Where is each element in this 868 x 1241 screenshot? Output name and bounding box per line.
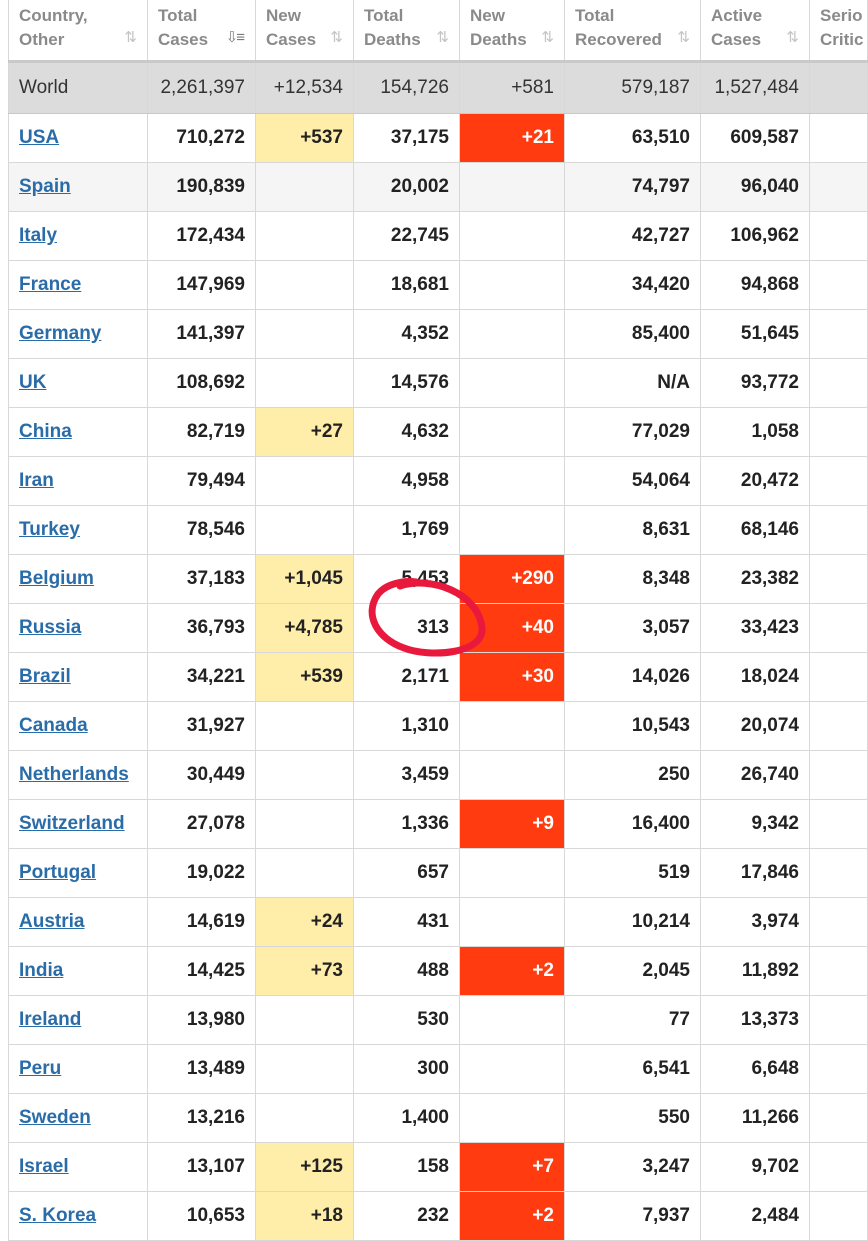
new-deaths-cell — [460, 359, 565, 407]
country-cell — [8, 996, 148, 1044]
header-new-deaths[interactable] — [460, 0, 565, 60]
country-cell — [8, 604, 148, 652]
sort-icon[interactable]: ⇅ — [786, 29, 797, 46]
active-cases-cell: 11,266 — [701, 1094, 810, 1142]
header-label-line1: Total — [575, 6, 615, 25]
serious-critical-cell — [810, 898, 868, 946]
new-deaths-cell: +2 — [460, 1192, 565, 1240]
total-deaths-cell: 5,453 — [354, 555, 460, 603]
total-deaths-cell: 22,745 — [354, 212, 460, 260]
total-cases-cell: 147,969 — [148, 261, 256, 309]
world-total-recovered: 579,187 — [565, 63, 701, 113]
total-recovered-cell: 7,937 — [565, 1192, 701, 1240]
country-link[interactable]: Switzerland — [19, 813, 125, 834]
active-cases-cell: 18,024 — [701, 653, 810, 701]
country-cell — [8, 163, 148, 211]
header-active-cases[interactable] — [701, 0, 810, 60]
total-deaths-cell: 431 — [354, 898, 460, 946]
country-cell — [8, 1143, 148, 1191]
country-cell — [8, 457, 148, 505]
world-total-deaths: 154,726 — [354, 63, 460, 113]
new-cases-cell — [256, 996, 354, 1044]
sort-descending-icon[interactable]: ⇩≡ — [225, 29, 243, 46]
total-cases-cell: 27,078 — [148, 800, 256, 848]
new-cases-cell: +73 — [256, 947, 354, 995]
country-cell — [8, 751, 148, 799]
header-label-line2: Recovered — [575, 30, 662, 49]
sort-icon[interactable]: ⇅ — [541, 29, 552, 46]
country-link[interactable]: Brazil — [19, 666, 71, 687]
total-deaths-cell: 1,400 — [354, 1094, 460, 1142]
country-cell — [8, 114, 148, 162]
total-cases-cell: 36,793 — [148, 604, 256, 652]
country-link[interactable]: France — [19, 274, 82, 295]
active-cases-cell: 51,645 — [701, 310, 810, 358]
total-deaths-cell: 1,769 — [354, 506, 460, 554]
new-cases-cell — [256, 359, 354, 407]
header-label-line2: Deaths — [470, 30, 527, 49]
serious-critical-cell — [810, 114, 868, 162]
total-recovered-cell: 14,026 — [565, 653, 701, 701]
active-cases-cell: 94,868 — [701, 261, 810, 309]
total-deaths-cell: 3,459 — [354, 751, 460, 799]
serious-critical-cell — [810, 261, 868, 309]
total-recovered-cell: 8,348 — [565, 555, 701, 603]
sort-icon[interactable]: ⇅ — [677, 29, 688, 46]
table-row — [8, 1045, 868, 1094]
country-link[interactable]: S. Korea — [19, 1205, 97, 1226]
serious-critical-cell — [810, 1045, 868, 1093]
total-cases-cell: 141,397 — [148, 310, 256, 358]
table-row — [8, 849, 868, 898]
serious-critical-cell — [810, 751, 868, 799]
new-cases-cell — [256, 163, 354, 211]
total-deaths-cell: 488 — [354, 947, 460, 995]
table-row — [8, 653, 868, 702]
table-row — [8, 1192, 868, 1241]
new-cases-cell — [256, 261, 354, 309]
new-deaths-cell — [460, 1045, 565, 1093]
total-cases-cell: 78,546 — [148, 506, 256, 554]
header-country[interactable] — [8, 0, 148, 60]
country-cell — [8, 1045, 148, 1093]
header-label-line1: Total — [364, 6, 404, 25]
total-deaths-cell: 1,310 — [354, 702, 460, 750]
table-row — [8, 457, 868, 506]
active-cases-cell: 106,962 — [701, 212, 810, 260]
new-deaths-cell — [460, 163, 565, 211]
country-link[interactable]: Germany — [19, 323, 102, 344]
new-deaths-cell — [460, 408, 565, 456]
country-link[interactable]: Canada — [19, 715, 88, 736]
total-cases-cell: 30,449 — [148, 751, 256, 799]
active-cases-cell: 17,846 — [701, 849, 810, 897]
table-row — [8, 408, 868, 457]
new-deaths-cell — [460, 457, 565, 505]
total-deaths-cell: 18,681 — [354, 261, 460, 309]
header-label-line1: New — [470, 6, 505, 25]
country-link[interactable]: Netherlands — [19, 764, 129, 785]
header-label-line1: New — [266, 6, 301, 25]
country-link[interactable]: Peru — [19, 1058, 62, 1079]
total-recovered-cell: N/A — [565, 359, 701, 407]
new-deaths-cell — [460, 212, 565, 260]
table-row — [8, 212, 868, 261]
country-link[interactable]: Turkey — [19, 519, 80, 540]
total-cases-cell: 13,980 — [148, 996, 256, 1044]
header-label-line2: Critic — [820, 30, 864, 49]
country-link[interactable]: Russia — [19, 617, 82, 638]
table-row — [8, 555, 868, 604]
new-cases-cell — [256, 702, 354, 750]
serious-critical-cell — [810, 359, 868, 407]
country-link[interactable]: China — [19, 421, 72, 442]
total-cases-cell: 13,107 — [148, 1143, 256, 1191]
serious-critical-cell — [810, 1143, 868, 1191]
new-cases-cell — [256, 457, 354, 505]
total-deaths-cell: 657 — [354, 849, 460, 897]
table-row — [8, 163, 868, 212]
active-cases-cell: 20,074 — [701, 702, 810, 750]
serious-critical-cell — [810, 947, 868, 995]
new-deaths-cell: +40 — [460, 604, 565, 652]
total-recovered-cell: 250 — [565, 751, 701, 799]
new-deaths-cell — [460, 702, 565, 750]
table-row — [8, 604, 868, 653]
serious-critical-cell — [810, 163, 868, 211]
total-recovered-cell: 10,214 — [565, 898, 701, 946]
total-cases-cell: 82,719 — [148, 408, 256, 456]
total-recovered-cell: 519 — [565, 849, 701, 897]
active-cases-cell: 33,423 — [701, 604, 810, 652]
table-row — [8, 310, 868, 359]
total-deaths-cell: 14,576 — [354, 359, 460, 407]
new-cases-cell: +4,785 — [256, 604, 354, 652]
new-cases-cell: +1,045 — [256, 555, 354, 603]
total-deaths-cell: 530 — [354, 996, 460, 1044]
serious-critical-cell — [810, 408, 868, 456]
table-row — [8, 506, 868, 555]
country-link[interactable]: Austria — [19, 911, 85, 932]
country-link[interactable]: Belgium — [19, 568, 94, 589]
serious-critical-cell — [810, 702, 868, 750]
country-link[interactable]: Israel — [19, 1156, 69, 1177]
active-cases-cell: 93,772 — [701, 359, 810, 407]
total-recovered-cell: 550 — [565, 1094, 701, 1142]
new-deaths-cell: +2 — [460, 947, 565, 995]
country-cell — [8, 555, 148, 603]
covid-stats-table — [8, 0, 868, 1241]
serious-critical-cell — [810, 996, 868, 1044]
table-row — [8, 1143, 868, 1192]
total-recovered-cell: 42,727 — [565, 212, 701, 260]
new-cases-cell: +125 — [256, 1143, 354, 1191]
new-deaths-cell — [460, 751, 565, 799]
new-cases-cell: +27 — [256, 408, 354, 456]
total-cases-cell: 34,221 — [148, 653, 256, 701]
table-row — [8, 261, 868, 310]
active-cases-cell: 609,587 — [701, 114, 810, 162]
header-label-line2: Cases — [266, 30, 317, 49]
new-deaths-cell — [460, 849, 565, 897]
table-row — [8, 751, 868, 800]
total-deaths-cell: 1,336 — [354, 800, 460, 848]
country-cell — [8, 408, 148, 456]
table-row — [8, 898, 868, 947]
world-total-row — [8, 63, 868, 114]
total-recovered-cell: 85,400 — [565, 310, 701, 358]
serious-critical-cell — [810, 212, 868, 260]
sort-icon[interactable]: ⇅ — [436, 29, 447, 46]
country-cell — [8, 800, 148, 848]
serious-critical-cell — [810, 1192, 868, 1240]
table-row — [8, 359, 868, 408]
country-cell — [8, 1094, 148, 1142]
serious-critical-cell — [810, 1094, 868, 1142]
new-cases-cell — [256, 849, 354, 897]
total-recovered-cell: 34,420 — [565, 261, 701, 309]
active-cases-cell: 9,342 — [701, 800, 810, 848]
total-deaths-cell: 4,632 — [354, 408, 460, 456]
new-deaths-cell — [460, 898, 565, 946]
total-cases-cell: 710,272 — [148, 114, 256, 162]
new-cases-cell — [256, 1045, 354, 1093]
active-cases-cell: 9,702 — [701, 1143, 810, 1191]
active-cases-cell: 11,892 — [701, 947, 810, 995]
header-label-line1: Active — [711, 6, 763, 25]
country-link[interactable]: UK — [19, 372, 47, 393]
new-deaths-cell — [460, 996, 565, 1044]
country-link[interactable]: Italy — [19, 225, 58, 246]
total-recovered-cell: 3,247 — [565, 1143, 701, 1191]
total-recovered-cell: 74,797 — [565, 163, 701, 211]
total-recovered-cell: 16,400 — [565, 800, 701, 848]
world-total-cases: 2,261,397 — [148, 63, 256, 113]
header-label-line2: Other — [19, 30, 65, 49]
header-new-cases[interactable] — [256, 0, 354, 60]
new-cases-cell: +24 — [256, 898, 354, 946]
total-recovered-cell: 54,064 — [565, 457, 701, 505]
country-cell — [8, 310, 148, 358]
active-cases-cell: 68,146 — [701, 506, 810, 554]
country-cell — [8, 702, 148, 750]
serious-critical-cell — [810, 457, 868, 505]
country-link[interactable]: Portugal — [19, 862, 97, 883]
serious-critical-cell — [810, 800, 868, 848]
active-cases-cell: 20,472 — [701, 457, 810, 505]
header-label-line2: Deaths — [364, 30, 421, 49]
new-deaths-cell — [460, 310, 565, 358]
world-serious-critical — [810, 63, 868, 113]
header-label-line1: Total — [158, 6, 198, 25]
total-cases-cell: 31,927 — [148, 702, 256, 750]
active-cases-cell: 26,740 — [701, 751, 810, 799]
new-cases-cell — [256, 1094, 354, 1142]
header-total-cases[interactable] — [148, 0, 256, 60]
new-cases-cell — [256, 506, 354, 554]
serious-critical-cell — [810, 310, 868, 358]
active-cases-cell: 3,974 — [701, 898, 810, 946]
header-label-line1: Serio — [820, 6, 863, 25]
table-header-row — [8, 0, 868, 63]
header-label-line2: Cases — [158, 30, 209, 49]
country-cell — [8, 261, 148, 309]
new-deaths-cell: +9 — [460, 800, 565, 848]
total-recovered-cell: 6,541 — [565, 1045, 701, 1093]
new-deaths-cell: +21 — [460, 114, 565, 162]
country-link[interactable]: Spain — [19, 176, 71, 197]
total-deaths-cell: 20,002 — [354, 163, 460, 211]
table-row — [8, 947, 868, 996]
total-cases-cell: 79,494 — [148, 457, 256, 505]
new-deaths-cell — [460, 261, 565, 309]
active-cases-cell: 2,484 — [701, 1192, 810, 1240]
table-row — [8, 114, 868, 163]
total-deaths-cell: 2,171 — [354, 653, 460, 701]
total-deaths-cell: 4,958 — [354, 457, 460, 505]
country-cell — [8, 898, 148, 946]
header-total-recovered[interactable] — [565, 0, 701, 60]
table-row — [8, 1094, 868, 1143]
table-row — [8, 702, 868, 751]
serious-critical-cell — [810, 506, 868, 554]
world-label: World — [8, 63, 148, 113]
new-deaths-cell: +30 — [460, 653, 565, 701]
total-cases-cell: 37,183 — [148, 555, 256, 603]
country-cell — [8, 212, 148, 260]
header-total-deaths[interactable] — [354, 0, 460, 60]
country-link[interactable]: India — [19, 960, 64, 981]
country-cell — [8, 849, 148, 897]
total-cases-cell: 190,839 — [148, 163, 256, 211]
country-rows — [8, 114, 868, 1241]
total-recovered-cell: 8,631 — [565, 506, 701, 554]
new-deaths-cell: +290 — [460, 555, 565, 603]
serious-critical-cell — [810, 555, 868, 603]
header-label-line2: Cases — [711, 30, 762, 49]
total-deaths-cell: 300 — [354, 1045, 460, 1093]
total-recovered-cell: 77,029 — [565, 408, 701, 456]
total-deaths-cell: 232 — [354, 1192, 460, 1240]
country-link[interactable]: USA — [19, 127, 60, 148]
country-cell — [8, 653, 148, 701]
total-deaths-cell: 4,352 — [354, 310, 460, 358]
serious-critical-cell — [810, 653, 868, 701]
total-recovered-cell: 10,543 — [565, 702, 701, 750]
table-row — [8, 800, 868, 849]
new-cases-cell — [256, 212, 354, 260]
country-cell — [8, 359, 148, 407]
world-active-cases: 1,527,484 — [701, 63, 810, 113]
active-cases-cell: 1,058 — [701, 408, 810, 456]
sort-icon[interactable]: ⇅ — [330, 29, 341, 46]
total-recovered-cell: 77 — [565, 996, 701, 1044]
new-deaths-cell: +7 — [460, 1143, 565, 1191]
new-cases-cell — [256, 800, 354, 848]
serious-critical-cell — [810, 849, 868, 897]
header-serious-critical[interactable] — [810, 0, 868, 60]
active-cases-cell: 23,382 — [701, 555, 810, 603]
total-cases-cell: 13,489 — [148, 1045, 256, 1093]
country-cell — [8, 947, 148, 995]
active-cases-cell: 96,040 — [701, 163, 810, 211]
total-deaths-cell: 313 — [354, 604, 460, 652]
total-deaths-cell: 158 — [354, 1143, 460, 1191]
header-label-line1: Country, — [19, 6, 88, 25]
country-cell — [8, 506, 148, 554]
active-cases-cell: 6,648 — [701, 1045, 810, 1093]
new-cases-cell — [256, 310, 354, 358]
total-recovered-cell: 3,057 — [565, 604, 701, 652]
country-link[interactable]: Ireland — [19, 1009, 82, 1030]
total-deaths-cell: 37,175 — [354, 114, 460, 162]
country-link[interactable]: Iran — [19, 470, 54, 491]
total-cases-cell: 108,692 — [148, 359, 256, 407]
active-cases-cell: 13,373 — [701, 996, 810, 1044]
serious-critical-cell — [810, 604, 868, 652]
total-cases-cell: 172,434 — [148, 212, 256, 260]
total-cases-cell: 14,619 — [148, 898, 256, 946]
sort-icon[interactable]: ⇅ — [124, 29, 135, 46]
country-cell — [8, 1192, 148, 1240]
new-cases-cell: +539 — [256, 653, 354, 701]
total-cases-cell: 14,425 — [148, 947, 256, 995]
new-cases-cell — [256, 751, 354, 799]
total-cases-cell: 19,022 — [148, 849, 256, 897]
total-cases-cell: 13,216 — [148, 1094, 256, 1142]
new-cases-cell: +537 — [256, 114, 354, 162]
total-cases-cell: 10,653 — [148, 1192, 256, 1240]
new-cases-cell: +18 — [256, 1192, 354, 1240]
country-link[interactable]: Sweden — [19, 1107, 91, 1128]
new-deaths-cell — [460, 506, 565, 554]
total-recovered-cell: 63,510 — [565, 114, 701, 162]
world-new-cases: +12,534 — [256, 63, 354, 113]
table-row — [8, 996, 868, 1045]
new-deaths-cell — [460, 1094, 565, 1142]
world-new-deaths: +581 — [460, 63, 565, 113]
total-recovered-cell: 2,045 — [565, 947, 701, 995]
